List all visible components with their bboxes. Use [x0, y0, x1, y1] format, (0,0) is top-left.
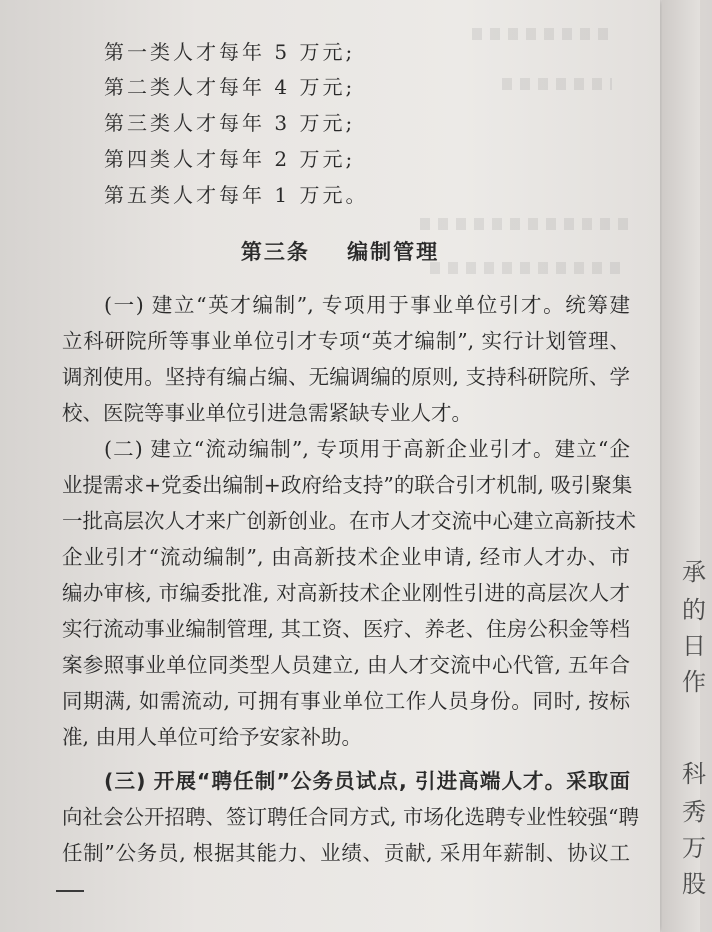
page-footer-mark [56, 890, 84, 892]
paragraph-line: 立科研院所等事业单位引才专项“英才编制”, 实行计划管理、 [62, 329, 630, 353]
adjacent-page-char: 作 [682, 668, 706, 696]
section-heading: 第三条 编制管理 [240, 240, 440, 264]
paragraph-line: 同期满, 如需流动, 可拥有事业单位工作人员身份。同时, 按标 [62, 689, 630, 713]
paragraph-line: 准, 由用人单位可给予安家补助。 [62, 725, 363, 749]
paragraph-line: 案参照事业单位同类型人员建立, 由人才交流中心代管, 五年合 [62, 653, 630, 677]
list-item: 第三类人才每年 3 万元; [104, 111, 356, 135]
adjacent-page-char: 股 [682, 870, 706, 898]
adjacent-page-char: 秀 [682, 798, 706, 826]
adjacent-page-char: 日 [682, 632, 706, 660]
adjacent-page-char: 的 [682, 596, 706, 624]
paragraph-line: 实行流动事业编制管理, 其工资、医疗、养老、住房公积金等档 [62, 617, 630, 641]
paragraph-line: 调剂使用。坚持有编占编、无编调编的原则, 支持科研院所、学 [62, 365, 630, 389]
list-item: 第四类人才每年 2 万元; [104, 147, 356, 171]
paragraph-line: 企业引才“流动编制”, 由高新技术企业申请, 经市人才办、市 [62, 545, 630, 569]
paragraph-line: 向社会公开招聘、签订聘任合同方式, 市场化选聘专业性较强“聘 [62, 805, 640, 829]
adjacent-page-char: 科 [682, 760, 706, 788]
paragraph-line: 任制”公务员, 根据其能力、业绩、贡献, 采用年薪制、协议工 [62, 841, 630, 865]
bleed-through-text [472, 28, 612, 40]
list-item: 第五类人才每年 1 万元。 [104, 183, 369, 207]
list-item: 第二类人才每年 4 万元; [104, 75, 356, 99]
bleed-through-text [420, 218, 630, 230]
paragraph-line: 一批高层次人才来广创新创业。在市人才交流中心建立高新技术 [62, 509, 636, 533]
adjacent-page-char: 万 [682, 834, 706, 862]
paragraph-line: 校、医院等事业单位引进急需紧缺专业人才。 [62, 401, 472, 425]
list-item: 第一类人才每年 5 万元; [104, 40, 356, 64]
paragraph-line: (三) 开展“聘任制”公务员试点, 引进高端人才。采取面 [104, 769, 630, 793]
adjacent-page-char: 承 [682, 558, 706, 586]
paragraph-line: 编办审核, 市编委批准, 对高新技术企业刚性引进的高层次人才 [62, 581, 630, 605]
paragraph-line: (二) 建立“流动编制”, 专项用于高新企业引才。建立“企 [104, 437, 630, 461]
paragraph-line: 业提需求+党委出编制+政府给支持”的联合引才机制, 吸引聚集 [62, 473, 633, 497]
bleed-through-text [502, 78, 612, 90]
paragraph-line: (一) 建立“英才编制”, 专项用于事业单位引才。统筹建 [104, 293, 630, 317]
